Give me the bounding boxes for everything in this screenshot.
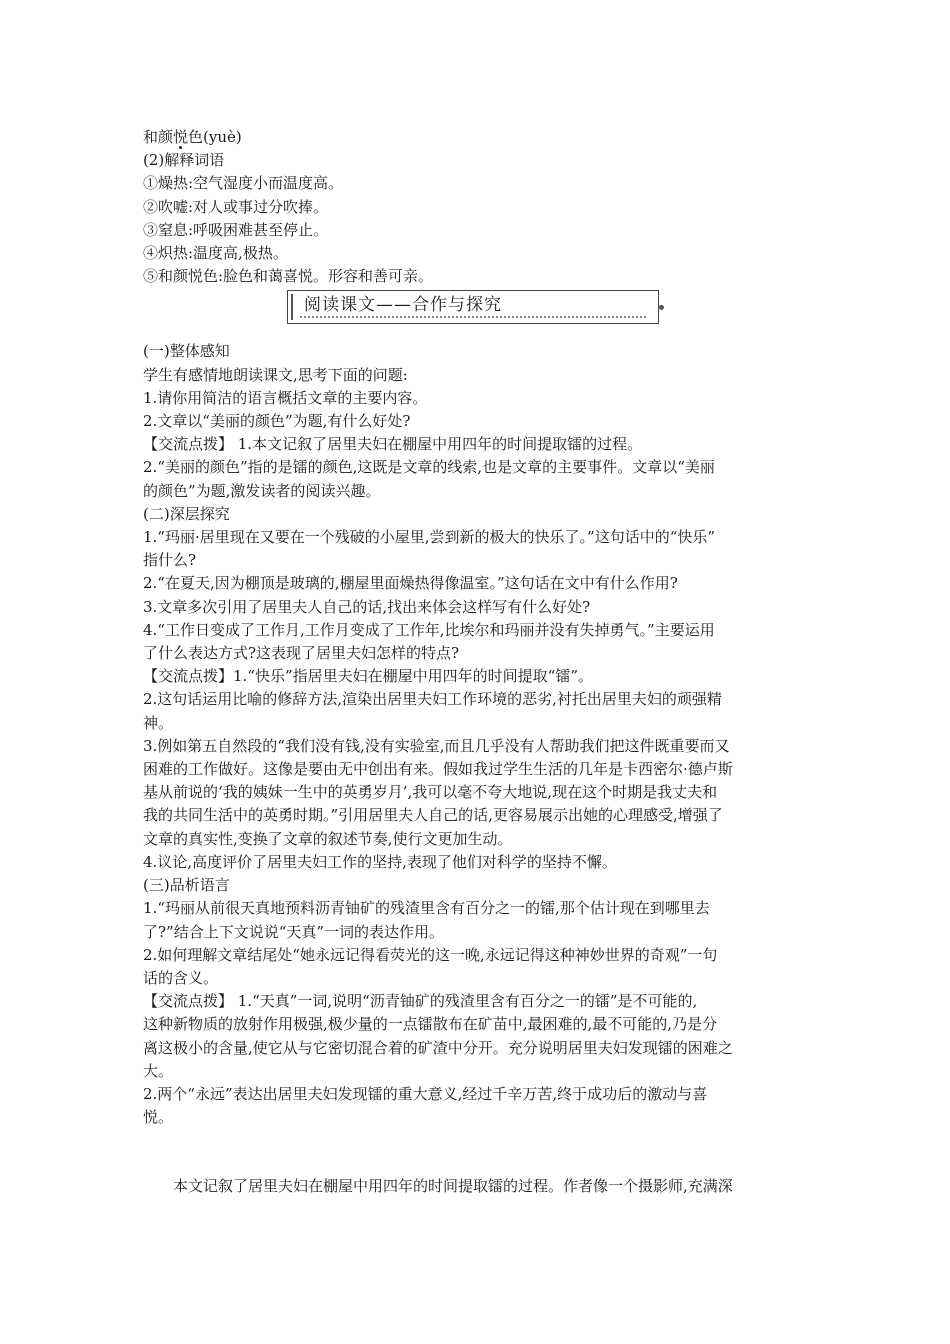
paragraph-gap bbox=[143, 1129, 813, 1175]
vocab-first-line-post: 色(yuè) bbox=[188, 128, 242, 146]
vocab-first-line bbox=[143, 126, 813, 149]
question-line: 2.如何理解文章结尾处“她永远记得看荧光的这一晚,永远记得这种神妙世界的奇观”一句 bbox=[143, 945, 718, 964]
question-line: 了什么表达方式?这表现了居里夫妇怎样的特点? bbox=[143, 644, 460, 663]
answer-line: 【交流点拨】1.“快乐”指居里夫妇在棚屋中用四年的时间提取“镭”。 bbox=[143, 667, 593, 686]
vocab-first-line-pre: 和颜 bbox=[143, 128, 174, 146]
vocab-heading: (2)解释词语 bbox=[143, 151, 225, 170]
vocab-item: ②吹嘘:对人或事过分吹捧。 bbox=[143, 197, 329, 216]
answer-line: 2.“美丽的颜色”指的是镭的颜色,这既是文章的线索,也是文章的主要事件。文章以“美丽 bbox=[143, 458, 715, 477]
closing-paragraph-line: 本文记叙了居里夫妇在棚屋中用四年的时间提取镭的过程。作者像一个摄影师,充满深 bbox=[173, 1177, 733, 1196]
vocab-item: ④炽热:温度高,极热。 bbox=[143, 244, 288, 263]
answer-line: 大。 bbox=[143, 1061, 174, 1080]
question-line: 指什么? bbox=[143, 551, 197, 570]
answer-line: 我的共同生活中的英勇时期。”引用居里夫人自己的话,更容易展示出她的心理感受,增强了 bbox=[143, 806, 723, 825]
answer-line: 困难的工作做好。这像是要由无中创出有来。假如我过学生生活的几年是卡西密尔·德卢斯 bbox=[143, 760, 733, 779]
answer-line: 2.这句话运用比喻的修辞方法,渲染出居里夫妇工作环境的恶劣,衬托出居里夫妇的顽强精 bbox=[143, 690, 722, 709]
answer-line: 的颜色”为题,激发读者的阅读兴趣。 bbox=[143, 481, 381, 500]
section-banner bbox=[287, 290, 659, 324]
question-line: 1.“玛丽·居里现在又要在一个残破的小屋里,尝到新的极大的快乐了。”这句话中的“快乐” bbox=[143, 528, 716, 547]
answer-line: 悦。 bbox=[143, 1108, 174, 1127]
banner-end-dot-icon bbox=[659, 305, 664, 310]
vocab-item: ⑤和颜悦色:脸色和蔼喜悦。形容和善可亲。 bbox=[143, 267, 434, 286]
answer-line: 4.议论,高度评价了居里夫妇工作的坚持,表现了他们对科学的坚持不懈。 bbox=[143, 852, 617, 871]
emphasis-dot-char: 悦 bbox=[173, 128, 189, 146]
question-line: 3.文章多次引用了居里夫人自己的话,找出来体会这样写有什么好处? bbox=[143, 597, 591, 616]
section-banner-title: 阅读课文——合作与探究 bbox=[304, 295, 502, 316]
answer-line: 2.两个“永远”表达出居里夫妇发现镭的重大意义,经过千辛万苦,终于成功后的激动与喜 bbox=[143, 1084, 708, 1103]
question-line: 2.文章以“美丽的颜色”为题,有什么好处? bbox=[143, 412, 411, 431]
question-line: 了?”结合上下文说说“天真”一词的表达作用。 bbox=[143, 922, 445, 941]
text-line: 学生有感情地朗读课文,思考下面的问题: bbox=[143, 365, 408, 384]
question-line: 2.“在夏天,因为棚顶是玻璃的,棚屋里面燥热得像温室。”这句话在文中有什么作用? bbox=[143, 574, 678, 593]
vocab-item: ①燥热:空气湿度小而温度高。 bbox=[143, 174, 344, 193]
answer-line: 基从前说的‘我的姨妹一生中的英勇岁月’,我可以毫不夸大地说,现在这个时期是我丈夫和 bbox=[143, 783, 718, 802]
answer-line: 这种新物质的放射作用极强,极少量的一点镭散布在矿苗中,最困难的,最不可能的,乃是分 bbox=[143, 1015, 718, 1034]
document-body bbox=[143, 126, 813, 1199]
question-line: 1.“玛丽从前很天真地预料沥青铀矿的残渣里含有百分之一的镭,那个估计现在到哪里去 bbox=[143, 899, 710, 918]
answer-line: 3.例如第五自然段的“我们没有钱,没有实验室,而且几乎没有人帮助我们把这件既重要而又 bbox=[143, 736, 730, 755]
answer-line: 文章的真实性,变换了文章的叙述节奏,使行文更加生动。 bbox=[143, 829, 513, 848]
answer-line: 【交流点拨】 1.“天真”一词,说明“沥青铀矿的残渣里含有百分之一的镭”是不可能的, bbox=[143, 992, 698, 1011]
question-line: 话的含义。 bbox=[143, 968, 219, 987]
answer-line: 【交流点拨】 1.本文记叙了居里夫妇在棚屋中用四年的时间提取镭的过程。 bbox=[143, 435, 643, 454]
section-heading: (三)品析语言 bbox=[143, 876, 230, 895]
answer-line: 离这极小的含量,使它从与它密切混合着的矿渣中分开。充分说明居里夫妇发现镭的困难之 bbox=[143, 1038, 733, 1057]
section-banner-wrap bbox=[143, 288, 813, 340]
answer-line: 神。 bbox=[143, 713, 174, 732]
section-heading: (二)深层探究 bbox=[143, 504, 230, 523]
question-line: 4.“工作日变成了工作月,工作月变成了工作年,比埃尔和玛丽并没有失掉勇气。”主要运用 bbox=[143, 620, 715, 639]
section-heading: (一)整体感知 bbox=[143, 342, 230, 361]
question-line: 1.请你用简洁的语言概括文章的主要内容。 bbox=[143, 388, 428, 407]
vocab-item: ③窒息:呼吸困难甚至停止。 bbox=[143, 220, 329, 239]
